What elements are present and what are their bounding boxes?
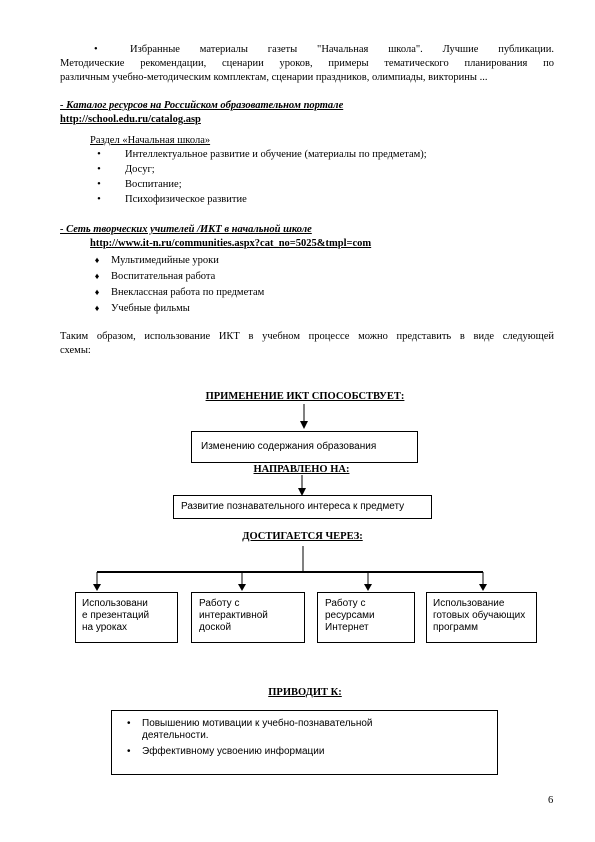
box-line: программ [433, 622, 479, 633]
diagram-title-achieved: ДОСТИГАЕТСЯ ЧЕРЕЗ: [242, 531, 363, 542]
bullet-icon: • [97, 164, 101, 175]
box-text [427, 593, 536, 634]
network-item-text: Мультимедийные уроки [111, 255, 219, 266]
diagram-box-content-change [191, 431, 418, 463]
summary-line-2: схемы: [60, 345, 91, 356]
box-line: доской [199, 622, 232, 633]
result-item-text: Повышению мотивации к учебно-познавательной деятельности. [142, 718, 373, 741]
diagram-box-interactive-board [191, 592, 305, 643]
network-heading: - Сеть творческих учителей /ИКТ в начальной школе [60, 224, 312, 235]
diamond-bullet-icon: ♦ [94, 255, 100, 265]
network-url-link[interactable]: http://www.it-n.ru/communities.aspx?cat_no=5025&tmpl=com [90, 238, 372, 249]
results-list [112, 711, 497, 758]
diagram-results-box [111, 710, 498, 775]
box-line: на уроках [82, 622, 128, 633]
bullet-icon: • [97, 194, 101, 205]
diagram-box-interest [173, 495, 432, 519]
box-line: готовых обучающих [433, 610, 526, 621]
intro-line-2-text: Методические рекомендации, сценарии уроков, примеры тематического планирования по [60, 58, 554, 69]
box-line: Интернет [325, 622, 369, 633]
catalog-item-text: Психофизическое развитие [125, 194, 247, 205]
network-item-text: Внеклассная работа по предметам [111, 287, 265, 298]
box-line: ресурсами [325, 610, 375, 621]
diamond-bullet-icon: ♦ [94, 303, 100, 313]
diagram-box-interest-text: Развитие познавательного интереса к предмету [181, 501, 405, 512]
diagram-box-internet [317, 592, 415, 643]
box-text [192, 593, 304, 634]
catalog-url-link[interactable]: http://school.edu.ru/catalog.asp [60, 114, 201, 125]
diamond-bullet-icon: ♦ [94, 287, 100, 297]
page-number: 6 [548, 795, 554, 806]
intro-first-line-text: Избранные материалы газеты "Начальная школа". Лучшие публикации. [130, 44, 554, 55]
bullet-icon: • [127, 746, 131, 757]
result-item-text: Эффективному усвоению информации [142, 746, 325, 757]
network-item-text: Воспитательная работа [111, 271, 216, 282]
intro-line-3: различным учебно-методическим комплектам, сценарии праздников, олимпиады, викторины ... [60, 72, 488, 83]
box-text [76, 593, 177, 634]
intro-bullet: • [94, 44, 98, 55]
diagram-box-content-change-text: Изменению содержания образования [201, 441, 377, 452]
diagram-title-leads-to: ПРИВОДИТ К: [268, 687, 342, 698]
catalog-item-text: Интеллектуальное развитие и обучение (материалы по предметам); [125, 149, 427, 160]
box-line: Работу с [325, 598, 366, 609]
network-item-text: Учебные фильмы [111, 303, 190, 314]
bullet-icon: • [97, 149, 101, 160]
summary-line-1-text: Таким образом, использование ИКТ в учебном процессе можно представить в виде следующей [60, 331, 554, 342]
box-line: Использование [433, 598, 505, 609]
bullet-icon: • [127, 718, 131, 729]
box-text [318, 593, 414, 634]
diagram-title-directed: НАПРАВЛЕНО НА: [253, 464, 350, 475]
catalog-section-label: Раздел «Начальная школа» [90, 135, 211, 146]
box-line: интерактивной [199, 610, 268, 621]
result-item [112, 746, 497, 758]
box-line: Использовани [82, 598, 148, 609]
diagram-box-programs [426, 592, 537, 643]
box-line: Работу с [199, 598, 240, 609]
bullet-icon: • [97, 179, 101, 190]
box-line: е презентаций [82, 610, 150, 621]
diagram-box-presentations [75, 592, 178, 643]
catalog-heading: - Каталог ресурсов на Российском образовательном портале [60, 100, 344, 111]
result-item [112, 718, 497, 742]
diagram-title-promotes: ПРИМЕНЕНИЕ ИКТ СПОСОБСТВУЕТ: [205, 391, 405, 402]
catalog-item-text: Воспитание; [125, 179, 182, 190]
catalog-item-text: Досуг; [125, 164, 155, 175]
diamond-bullet-icon: ♦ [94, 271, 100, 281]
